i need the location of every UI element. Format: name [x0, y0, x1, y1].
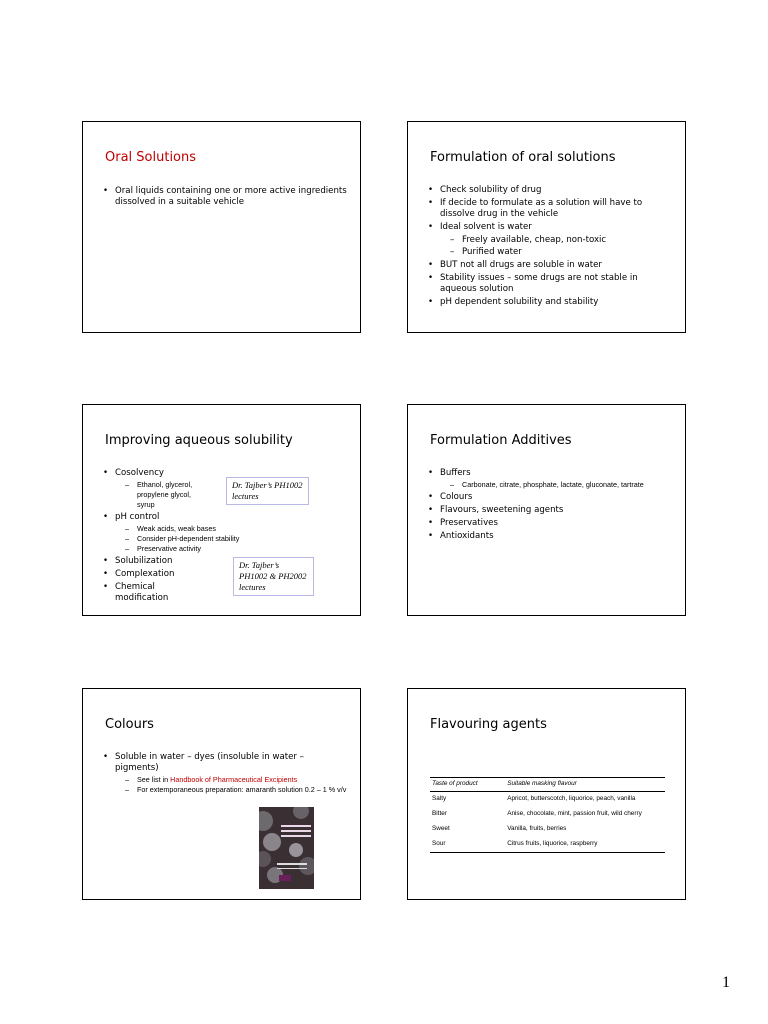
sub-bullet-item: [115, 775, 348, 785]
table-row: [430, 822, 665, 837]
sub-bullet-list: [440, 234, 673, 258]
bullet-item: • Oral liquids containing one or more active ingredients dissolved in a suitable vehicle: [103, 186, 348, 208]
slide-formulation-additives: [407, 404, 686, 616]
table-cell: Sweet: [432, 825, 450, 832]
slide-colours: [82, 688, 361, 900]
bullet-item: • Complexation: [103, 569, 210, 580]
page-number: 1: [722, 974, 730, 991]
sub-bullet-item: – Purified water: [440, 246, 673, 258]
table-cell: Anise, chocolate, mint, passion fruit, wild cherry: [507, 810, 642, 817]
bullet-list: [428, 185, 673, 310]
see-list-text: See list in: [137, 775, 171, 784]
sub-bullet-list: [440, 480, 673, 490]
reference-note: Dr. Tajber’s PH1002 lectures: [226, 477, 309, 505]
sub-bullet-list: [115, 524, 285, 554]
table-cell: Bitter: [432, 810, 447, 817]
sub-bullet-item: – Preservative activity: [115, 544, 285, 554]
slide-flavouring-agents: [407, 688, 686, 900]
sub-bullet-item: – For extemporaneous preparation: amaranth solution 0.2 – 1 % v/v: [115, 785, 348, 795]
table-row: [430, 837, 665, 853]
slide-oral-solutions: [82, 121, 361, 333]
bullet-item: [103, 512, 240, 554]
table-cell: Sour: [430, 837, 505, 853]
bullet-list: [428, 468, 673, 544]
bullet-item: [103, 468, 210, 510]
sub-bullet-item: – Consider pH-dependent stability: [115, 534, 285, 544]
bullet-text: Ideal solvent is water: [440, 222, 532, 232]
slide-title: Oral Solutions: [105, 150, 197, 165]
bullet-item: • Chemical modification: [103, 582, 210, 604]
slide-improving-aqueous-solubility: [82, 404, 361, 616]
handbook-cover-image: [259, 807, 314, 889]
bullet-item: • Solubilization: [103, 556, 210, 567]
bullet-list: [103, 752, 348, 797]
bullet-item: • Preservatives: [428, 518, 673, 529]
bullet-item: [428, 468, 673, 490]
table-row: [430, 807, 665, 822]
bullet-list: [103, 186, 348, 210]
slide-title: Formulation of oral solutions: [430, 150, 616, 165]
table-cell: Salty: [432, 795, 447, 802]
bullet-text: Buffers: [440, 468, 471, 478]
bullet-item: • Colours: [428, 492, 673, 503]
slide-title: Improving aqueous solubility: [105, 433, 293, 448]
sub-bullet-item: – Weak acids, weak bases: [115, 524, 285, 534]
table-cell: Citrus fruits, liquorice, raspberry: [505, 837, 665, 853]
bullet-item: • BUT not all drugs are soluble in water: [428, 260, 673, 271]
handbook-link[interactable]: Handbook of Pharmaceutical Excipients: [170, 775, 298, 784]
table-cell: Apricot, butterscotch, liquorice, peach, vanilla: [507, 795, 636, 802]
sub-bullet-item: – Carbonate, citrate, phosphate, lactate, gluconate, tartrate: [440, 480, 673, 490]
bullet-item: [103, 752, 348, 795]
bullet-text: pH control: [115, 512, 160, 522]
bullet-item: [428, 222, 673, 258]
slide-formulation-of-oral-solutions: [407, 121, 686, 333]
table-header-cell: Suitable masking flavour: [505, 778, 665, 792]
table-header-cell: Taste of product: [430, 778, 505, 792]
table-row: [430, 792, 665, 808]
flavour-table: [430, 777, 665, 853]
sub-bullet-list: [115, 480, 210, 510]
bullet-item: • pH dependent solubility and stability: [428, 297, 673, 308]
bullet-text: Cosolvency: [115, 468, 165, 478]
bullet-list: [103, 468, 240, 606]
slide-title: Colours: [105, 717, 154, 732]
sub-bullet-item: – Freely available, cheap, non-toxic: [440, 234, 673, 246]
bullet-item: • Check solubility of drug: [428, 185, 673, 196]
sub-bullet-list: [115, 775, 348, 795]
table-cell: Vanilla, fruits, berries: [507, 825, 567, 832]
table-header-row: [430, 778, 665, 792]
bullet-item: • Antioxidants: [428, 531, 673, 542]
reference-note: Dr. Tajber’s PH1002 & PH2002 lectures: [233, 557, 314, 596]
bullet-item: • Stability issues – some drugs are not stable in aqueous solution: [428, 273, 673, 295]
bullet-item: • Flavours, sweetening agents: [428, 505, 673, 516]
slide-title: Flavouring agents: [430, 717, 547, 732]
slide-title: Formulation Additives: [430, 433, 572, 448]
bullet-item: • If decide to formulate as a solution will have to dissolve drug in the vehicle: [428, 198, 673, 220]
bullet-text: Soluble in water – dyes (insoluble in water – pigments): [115, 752, 304, 773]
sub-bullet-item: – Ethanol, glycerol, propylene glycol, syrup: [115, 480, 210, 510]
